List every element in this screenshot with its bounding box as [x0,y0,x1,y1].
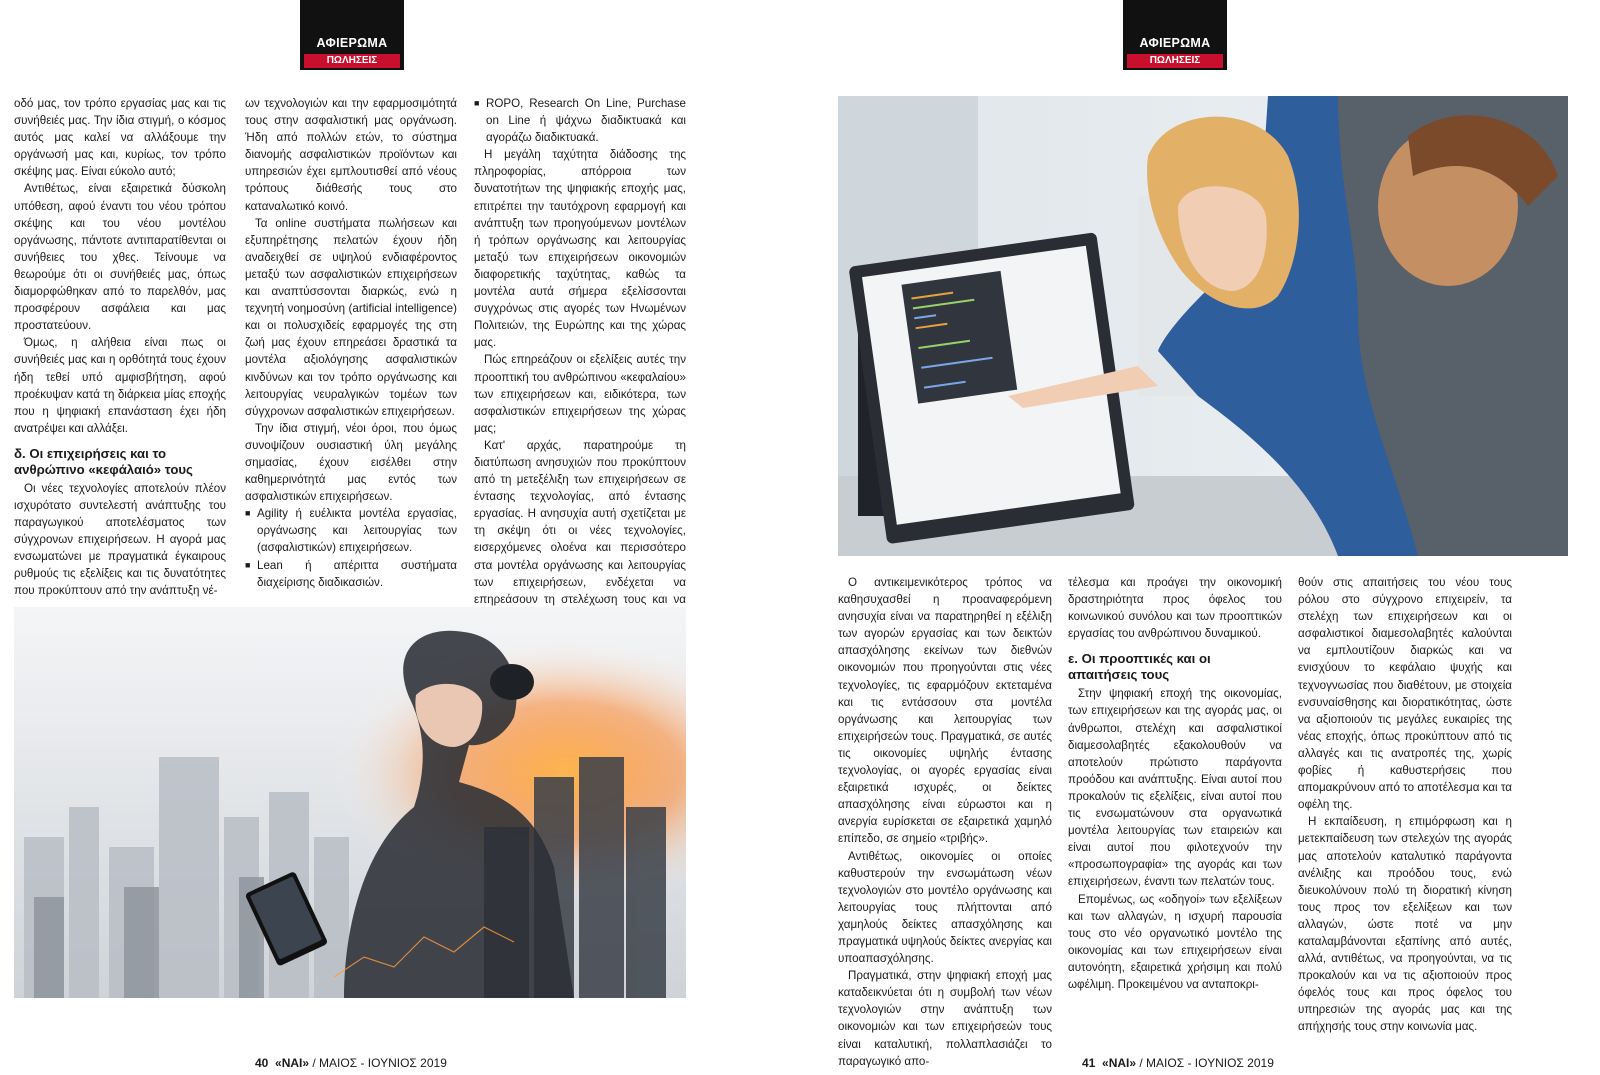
magazine-name: «ΝΑΙ» [1102,1056,1137,1070]
issue-date: / ΜΑΙΟΣ - ΙΟΥΝΙΟΣ 2019 [312,1056,447,1070]
square-bullet-icon: ■ [474,98,480,108]
paragraph: Αντιθέτως, οικονομίες οι οποίες καθυστερούν την ενσωμάτωση νέων τεχνολογιών στο μοντέλο οργάνωσης και λειτουργίας τους πλήττονται από χαμηλούς δείκτες απασχόλησης και πραγματικά υψηλούς δείκτες ανεργίας και υποαπασχόλησης. [838,849,1052,966]
magazine-name: «ΝΑΙ» [275,1056,310,1070]
paragraph: Πραγματικά, στην ψηφιακή εποχή μας καταδεικνύεται ότι η συμβολή των νέων τεχνολογιών στην ανάπτυξη των οικονομιών και των επιχειρήσεών τους είναι καταλυτική, πολλαπλασιάζει το παραγωγικό απο- [838,969,1052,1068]
businesswoman-city-photo [14,607,686,998]
left-column-2 [245,95,457,591]
page-footer [255,1056,447,1070]
paragraph: Ο αντικειμενικότερος τρόπος να καθησυχασθεί η προαναφερόμενη ανησυχία είναι να παρατηρηθεί η εξέλιξη των αγορών εργασίας και των δεικτών απασχόλησης εκείνων των διεθνών οικονομιών που προηγούνται στις νέες τεχνολογίες, τις εφαρμόζουν εκτεταμένα και τις εντάσσουν στα μοντέλα οργάνωσης και λειτουργίας των επιχειρήσεών τους. Πραγματικά, σε αυτές τις οικονομίες υψηλής έντασης τεχνολογίας, οι αγορές εργασίας είναι εξαιρετικά ισχυρές, οι δείκτες απασχόλησης είναι εύρωστοι και η ανεργία ευρίσκεται σε εξαιρετικά χαμηλό επίπεδο, σε σημείο «τριβής». [838,576,1052,846]
section-subtitle: ΠΩΛΗΣΕΙΣ [304,54,400,68]
paragraph: Επομένως, ως «οδηγοί» των εξελίξεων και των αλλαγών, η ισχυρή παρουσία τους στο νέο οργανωτικό μοντέλο της οικονομίας και των επιχειρήσεων είναι αυτονόητη, εξαιρετικά χρήσιμη και πολύ ωφέλιμη. Προκειμένου να ανταποκρι- [1068,892,1282,991]
paragraph: Αντιθέτως, είναι εξαιρετικά δύσκολη υπόθεση, αφού έναντι του νέου τρόπου σκέψης και του νέου μοντέλου οργάνωσης, πάντοτε αντιπαρατίθενται οι συνήθειες του χθες. Τείνουμε να θεωρούμε ότι οι συνήθειές μας, όπως διαμορφώθηκαν από το παρελθόν, μας προσφέρουν ασφάλεια και μας προστατεύουν. [14,182,226,333]
bullet-item: ■ Agility ή ευέλικτα μοντέλα εργασίας, οργάνωσης και λειτουργίας των (ασφαλιστικών) επιχειρήσεων. [245,505,457,556]
left-column-3 [474,95,686,642]
paragraph: Όμως, η αλήθεια είναι πως οι συνήθειές μας και η ορθότητά τους έχουν ήδη τεθεί υπό αμφισβήτηση, αφού προέκυψαν κατά τη διάρκεια μίας εποχής που η ψηφιακή επανάσταση έχει ήδη ανατρέψει και αλλάξει. [14,336,226,435]
paragraph: Η μεγάλη ταχύτητα διάδοσης της πληροφορίας, απόρροια των δυνατοτήτων της ψηφιακής εποχής μας, επιτρέπει την ταυτόχρονη εφαρμογή και ανάπτυξη των προηγούμενων μοντέλων ή τρόπων οργάνωσης και λειτουργίας μεταξύ των επιχειρήσεων οικονομιών διαφορετικής ταχύτητας, καθώς τα μοντέλα αυτά σήμερα εξελίσσονται συγχρόνως στις αγορές των Ηνωμένων Πολιτειών, της Ευρώπης και της χώρας μας. [474,148,686,350]
paragraph: Οι νέες τεχνολογίες αποτελούν πλέον ισχυρότατο συντελεστή ανάπτυξης του παραγωγικού αποτελέσματος των σύγχρονων επιχειρήσεων. Η αγορά μας ενσωματώνει με πραγματικά έγκαιρους ρυθμούς τις εξελίξεις και τις δυνατότητες που προκύπτουν από την ανάπτυξη νέ- [14,481,226,598]
page-number: 41 [1082,1056,1096,1070]
page-footer [1082,1056,1274,1070]
paragraph: Πώς επηρεάζουν οι εξελίξεις αυτές την προοπτική του ανθρώπινου «κεφαλαίου» των επιχειρήσεων και, ειδικότερα, των ασφαλιστικών επιχειρήσεων της χώρας μας; [474,353,686,435]
section-tag [300,0,404,70]
paragraph: θούν στις απαιτήσεις του νέου τους ρόλου στο σύγχρονο επιχειρείν, τα στελέχη των επιχειρήσεων και οι ασφαλιστικοί διαμεσολαβητές καλούνται να εμπλουτίζουν διαρκώς και να ενισχύουν το κεφάλαιο ψυχής και τεχνογνωσίας που διαθέτουν, με στοιχεία ενσυναίσθησης και διορατικότητας, ώστε να αξιοποιούν τις μεγάλες ευκαιρίες της νέας εποχής, όπως προκύπτουν από τις αλλαγές και τις ανατροπές της, χωρίς φοβίες ή καθυστερήσεις που απομακρύνουν από το αποτέλεσμα και τα οφέλη της. [1298,576,1512,812]
paragraph: Κατ' αρχάς, παρατηρούμε τη διατύπωση ανησυχιών που προκύπτουν από τη μετεξέλιξη των επιχειρήσεων σε έντασης τεχνολογίας, από έντασης εργασίας. Η ανησυχία αυτή σχετίζεται με τη σκέψη ότι οι νέες τεχνολογίες, εισερχόμενες ολοένα και περισσότερο στα μοντέλα οργάνωσης και λειτουργίας των επιχειρήσεων, ενδέχεται να επηρεάσουν τη στελέχωση τους και να [474,438,686,606]
paragraph: Την ίδια στιγμή, νέοι όροι, που όμως συνοψίζουν ουσιαστική ύλη μεγάλης σημασίας, έχουν εισέλθει στην καθημερινότητά μας εντός των ασφαλιστικών επιχειρήσεων. [245,421,457,504]
right-column-2 [1068,574,1282,993]
paragraph: Στην ψηφιακή εποχή της οικονομίας, των επιχειρήσεων και της αγοράς μας, οι άνθρωποι, στελέχη και ασφαλιστικοί διαμεσολαβητές εξακολουθούν να αποτελούν πρώτιστο παράγοντα προόδου και ανάπτυξης. Είναι αυτοί που προκαλούν τις εξελίξεις, είναι αυτοί που τις ενσωματώνουν στα οργανωτικά μοντέλα λειτουργίας των εταιρειών και είναι αυτοί που φιλοτεχνούν την «προσωπογραφία» της αγοράς και των επιχειρήσεων, έναντι των πελατών τους. [1068,687,1282,889]
right-page [800,0,1600,1075]
bullet-item: ■ ROPO, Research On Line, Purchase on Line ή ψάχνω διαδικτυακά και αγοράζω διαδικτυακά. [474,95,686,146]
section-heading: δ. Οι επιχειρήσεις και το ανθρώπινο «κεφάλαιό» τους [14,445,193,477]
square-bullet-icon: ■ [245,559,251,570]
right-column-3 [1298,574,1512,1036]
paragraph: ων τεχνολογιών και την εφαρμοσιμότητά τους στην ασφαλιστική μας οργάνωση. Ήδη από πολλών ετών, το σύστημα διανομής ασφαλιστικών προϊόντων και υπηρεσιών έχει εμπλουτισθεί από νέους τρόπους διάθεσής τους στο καταναλωτικό κοινό. [245,97,457,213]
section-subtitle: ΠΩΛΗΣΕΙΣ [1127,54,1223,68]
paragraph: Τα online συστήματα πωλήσεων και εξυπηρέτησης πελατών έχουν ήδη αναδειχθεί σε υψηλού ενδιαφέροντος μεταξύ των ασφαλιστικών επιχειρήσεων και αναπτύσσονται διαρκώς, ενώ η τεχνητή νοημοσύνη (artificial intelligence) και οι πολυσχιδείς εφαρμογές της στη ζωή μας έχουν επηρεάσει δραστικά τα μοντέλα αξιολόγησης ασφαλιστικών κινδύνων και τον τρόπο οργάνωσης και λειτουργίας νευραλγικών τομέων των σύγχρονων ασφαλιστικών επιχειρήσεων. [245,216,457,418]
left-column-1 [14,95,226,600]
bullet-item: ■ Lean ή απέριττα συστήματα διαχείρισης διαδικασιών. [245,557,457,591]
section-title: ΑΦΙΕΡΩΜΑ [1139,36,1211,50]
section-tag [1123,0,1227,70]
office-monitor-photo [838,96,1568,556]
section-heading: ε. Οι προοπτικές και οι απαιτήσεις τους [1068,651,1211,683]
paragraph: τέλεσμα και προάγει την οικονομική δραστηριότητα προς όφελος του κοινωνικού συνόλου και των προοπτικών εργασίας του ανθρώπινου δυναμικού. [1068,576,1282,641]
page-number: 40 [255,1056,269,1070]
paragraph: οδό μας, τον τρόπο εργασίας μας και τις συνήθειές μας. Την ίδια στιγμή, ο κόσμος αυτός μας καλεί να αλλάξουμε την οργάνωσή μας και, κυρίως, τον τρόπο σκέψης μας. Είναι εύκολο αυτό; [14,97,226,179]
right-column-1 [838,574,1052,1070]
section-title: ΑΦΙΕΡΩΜΑ [316,36,388,50]
issue-date: / ΜΑΙΟΣ - ΙΟΥΝΙΟΣ 2019 [1139,1056,1274,1070]
paragraph: Η εκπαίδευση, η επιμόρφωση και η μετεκπαίδευση των στελεχών της αγοράς μας αποτελούν καταλυτικό παράγοντα ανέλιξης και προόδου τους, ενώ διευκολύνουν πολύ τη διορατική κίνηση τους προς τον εξελίξεων και των αλλαγών, ώστε ποτέ να μην καταλαμβάνονται εξαπίνης από αυτές, αλλά, αντιθέτως, να προηγούνται, να τις προκαλούν και να τις αξιοποιούν προς όφελός τους και προς όφελος του υπηρεσιών της αγοράς μας και της απήχησής τους στην κοινωνία μας. [1298,815,1512,1034]
square-bullet-icon: ■ [245,508,251,519]
